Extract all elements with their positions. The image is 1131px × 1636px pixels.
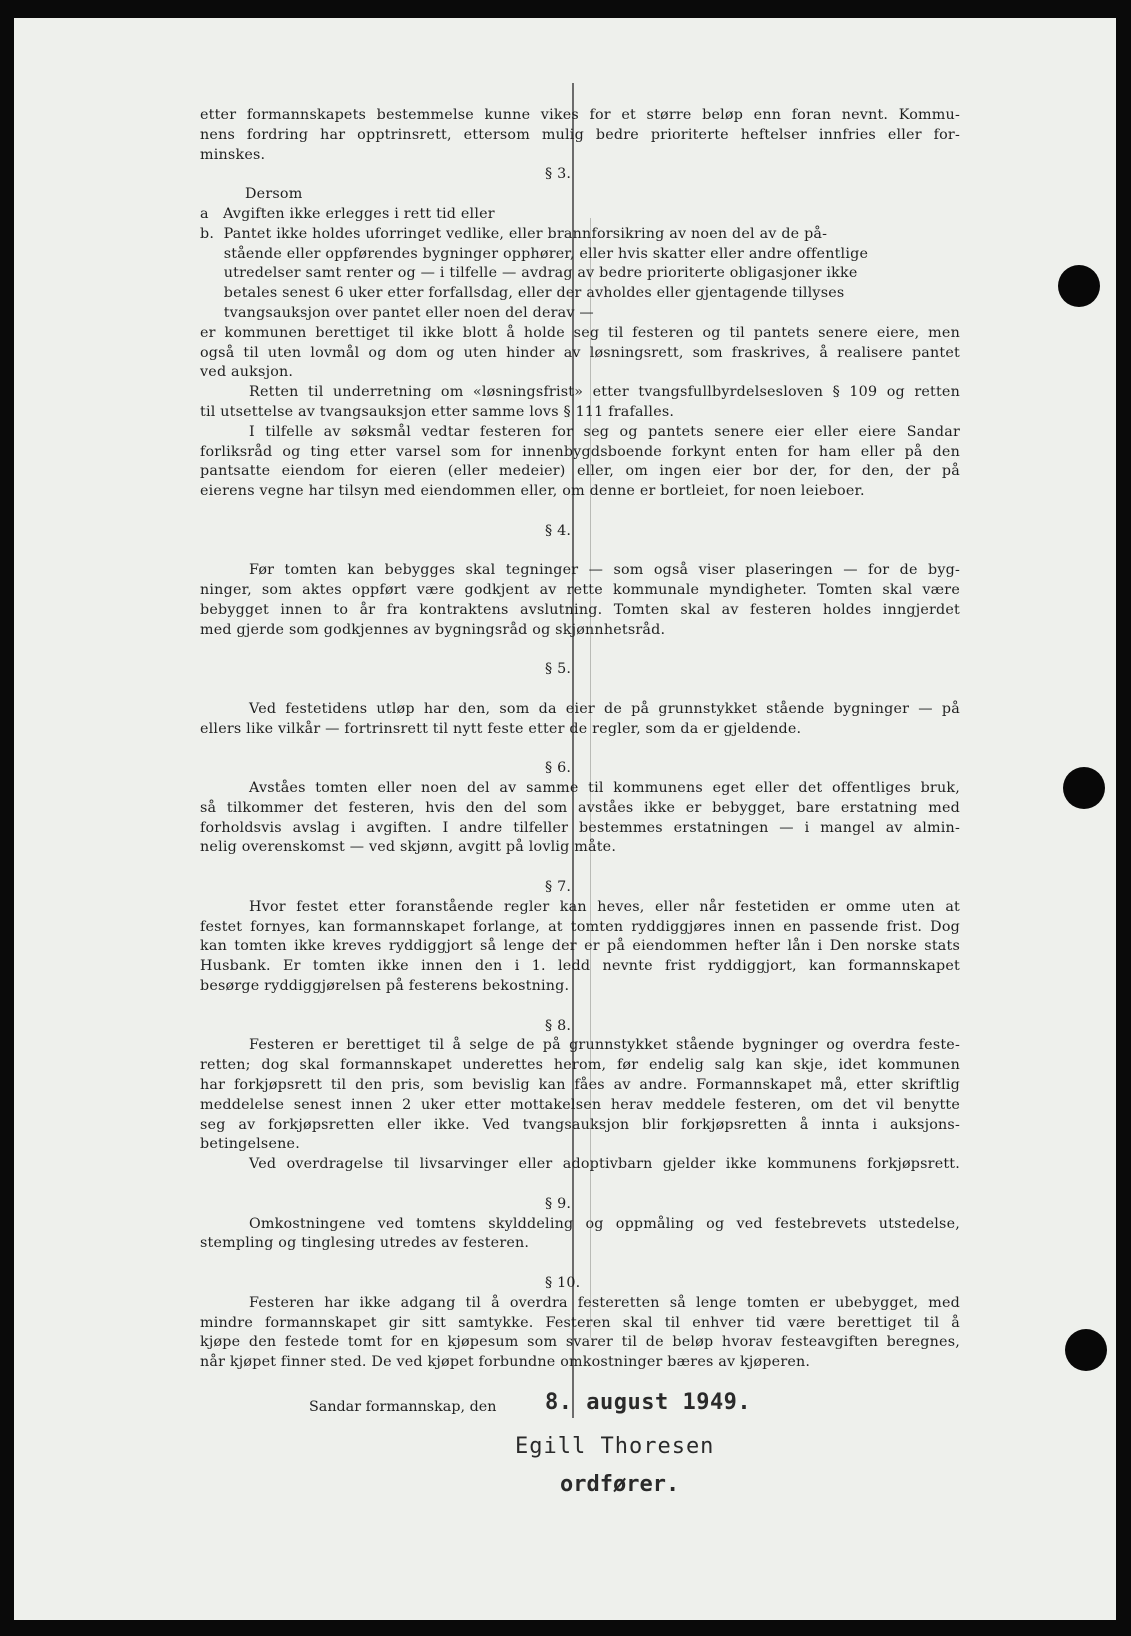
blank-line [200,1254,960,1274]
document-body [200,106,960,1373]
text-line: Festeren er berettiget til å selge de på grunnstykket stående bygninger og overdra feste- [249,1037,960,1054]
text-line: retten; dog skal formannskapet underettes herom, før endelig salg kan skje, idet kommunen [200,1057,960,1074]
text-line: har forkjøpsrett til den pris, som bevislig kan fåes av andre. Formannskapet må, etter skriftlig [200,1077,960,1094]
text-line: med gjerde som godkjennes av bygningsråd og skjønnhetsråd. [200,621,666,638]
signature-place: Sandar formannskap, den [309,1399,497,1415]
text-line: minskes. [200,146,266,163]
text-line: Ved overdragelse til livsarvinger eller adoptivbarn gjelder ikke kommunens forkjøpsrett. [249,1156,960,1173]
text-line: til utsettelse av tvangsauksjon etter samme lovs § 111 frafalles. [200,403,675,420]
text-line: tvangsauksjon over pantet eller noen del derav — [200,304,594,321]
text-line: stående eller oppførendes bygninger opphører, eller hvis skatter eller andre offentlige [200,245,869,262]
text-line: besørge ryddiggjørelsen på festerens bekostning. [200,978,570,995]
signature-name-stamp: Egill Thoresen [515,1434,715,1459]
text-line: betales senest 6 uker etter forfallsdag, eller der avholdes eller gjentagende tillyses [200,285,845,302]
blank-line [200,502,960,522]
text-line: ellers like vilkår — fortrinsrett til nytt feste etter de regler, som da er gjeldende. [200,720,802,737]
section-heading: § 7. [545,879,572,896]
text-line: er kommunen berettiget til ikke blott å holde seg til festeren og til pantets senere eiere, men [200,324,960,341]
section-heading: § 8. [545,1017,572,1034]
text-line: pantsatte eiendom for eieren (eller medeier) eller, om ingen eier bor der, for den, der på [200,463,960,480]
section-heading: § 10. [545,1275,581,1292]
text-line: Før tomten kan bebygges skal tegninger — som også viser plaseringen — for de byg- [249,562,960,579]
section-heading: § 9. [545,1195,572,1212]
text-line: Husbank. Er tomten ikke innen den i 1. ledd nevnte frist ryddiggjort, kan formannskapet [200,958,960,975]
text-line: Omkostningene ved tomtens skylddeling og oppmåling og ved festebrevets utstedelse, [249,1215,960,1232]
document-page [14,18,1116,1620]
blank-line [200,997,960,1017]
section-heading: § 5. [545,661,572,678]
section-heading: § 6. [545,760,572,777]
signature-date-stamp: 8. august 1949. [545,1390,752,1415]
text-line: Festeren har ikke adgang til å overdra festeretten så lenge tomten er ubebygget, med [249,1294,960,1311]
text-line: stempling og tinglesing utredes av festeren. [200,1235,530,1252]
blank-line [200,680,960,700]
blank-line [200,740,960,760]
text-line: Ved festetidens utløp har den, som da eier de på grunnstykket stående bygninger — på [249,700,960,717]
text-line: kan tomten ikke kreves ryddiggjort så lenge der er på eiendommen hefter lån i Den norske stats [200,938,960,955]
text-line: forliksråd og ting etter varsel som for innenbygdsboende forkynt enten for ham eller på den [200,443,960,460]
section-heading: § 4. [545,522,572,539]
blank-line [200,641,960,661]
text-line: meddelelse senest innen 2 uker etter mottakelsen herav meddele festeren, om det vil benytte [200,1096,960,1113]
text-line: også til uten lovmål og dom og uten hinder av løsningsrett, som fraskrives, å realisere pantet [200,344,960,361]
text-line: betingelsene. [200,1136,300,1153]
text-line: nelig overenskomst — ved skjønn, avgitt på lovlig måte. [200,839,617,856]
blank-line [200,1175,960,1195]
text-line: b. Pantet ikke holdes uforringet vedlike, eller brannforsikring av noen del av de på- [200,225,828,242]
text-line: etter formannskapets bestemmelse kunne vikes for et større beløp enn foran nevnt. Kommu- [200,107,960,123]
text-line: Retten til underretning om «løsningsfrist» etter tvangsfullbyrdelsesloven § 109 og retten [249,384,960,401]
text-line: I tilfelle av søksmål vedtar festeren for seg og pantets senere eier eller eiere Sandar [249,423,960,440]
punch-hole [1063,767,1105,809]
section-heading: § 3. [545,166,572,183]
text-line: eierens vegne har tilsyn med eiendommen eller, om denne er bortleiet, for noen leieboer. [200,483,865,500]
text-line: forholdsvis avslag i avgiften. I andre tilfeller bestemmes erstatningen — i mangel av almin- [200,819,960,836]
text-line: Avståes tomten eller noen del av samme til kommunens eget eller det offentliges bruk, [249,780,960,797]
text-line: når kjøpet finner sted. De ved kjøpet forbundne omkostninger bæres av kjøperen. [200,1354,811,1371]
text-line: utredelser samt renter og — i tilfelle — avdrag av bedre prioriterte obligasjoner ikke [200,265,858,282]
text-line: Dersom [245,186,303,203]
text-line: Hvor festet etter foranstående regler kan heves, eller når festetiden er omme uten at [249,898,960,915]
signature-title-stamp: ordfører. [560,1472,680,1497]
text-line: a Avgiften ikke erlegges i rett tid eller [200,205,495,222]
blank-line [200,858,960,878]
text-line: ninger, som aktes oppført være godkjent av rette kommunale myndigheter. Tomten skal være [200,582,960,599]
punch-hole [1065,1329,1107,1371]
text-line: mindre formannskapet gir sitt samtykke. Festeren skal til enhver tid være berettiget til å [200,1314,960,1331]
text-line: festet fornyes, kan formannskapet forlange, at tomten ryddiggjøres innen en passende frist. Dog [200,918,960,935]
blank-line [200,542,960,562]
text-line: så tilkommer det festeren, hvis den del som avståes ikke er bebygget, bare erstatning med [200,799,960,816]
text-line: nens fordring har opptrinsrett, ettersom mulig bedre prioriterte heftelser innfries eller for- [200,126,960,143]
text-line: seg av forkjøpsretten eller ikke. Ved tvangsauksjon blir forkjøpsretten å innta i auksjons- [200,1116,960,1133]
text-line: kjøpe den festede tomt for en kjøpesum som svarer til de beløp hvorav festeavgiften beregnes, [200,1334,960,1351]
punch-hole [1058,265,1100,307]
text-line: bebygget innen to år fra kontraktens avslutning. Tomten skal av festeren holdes inngjerdet [200,601,960,618]
text-line: ved auksjon. [200,364,294,381]
